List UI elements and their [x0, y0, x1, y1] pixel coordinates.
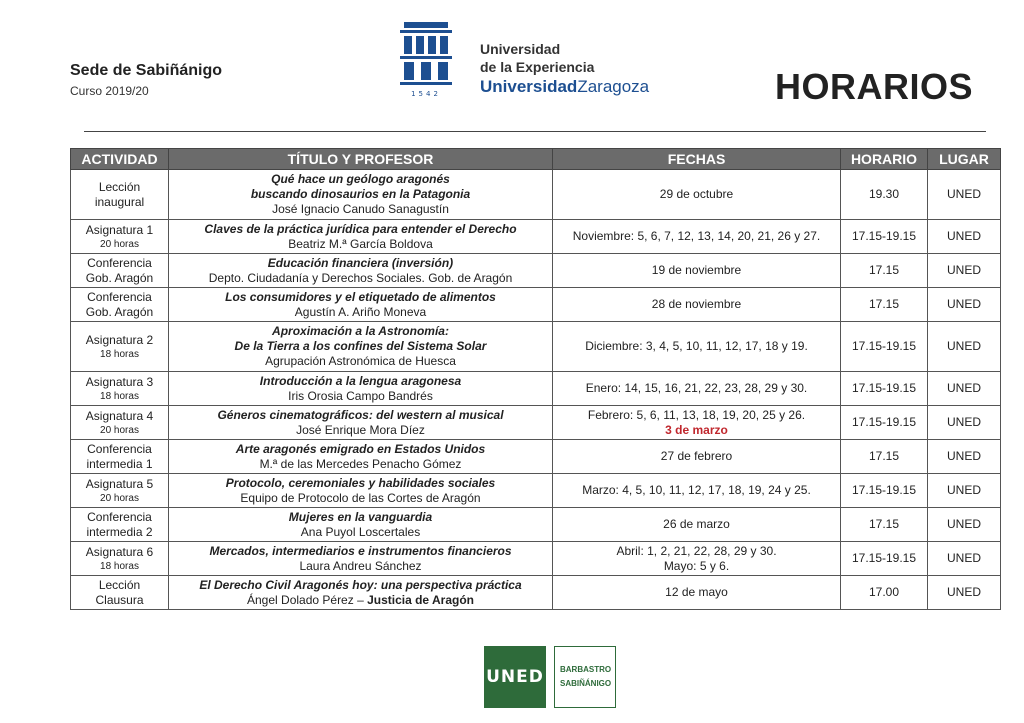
page-title: HORARIOS	[775, 66, 974, 107]
professor	[172, 525, 549, 540]
table-row	[71, 508, 1001, 542]
cell-fechas	[553, 440, 841, 474]
cell-actividad	[71, 508, 169, 542]
univ-brand	[480, 76, 649, 98]
cell-titulo-profesor	[169, 254, 553, 288]
course-title: Los consumidores y el etiquetado de alimentos	[225, 289, 496, 304]
fecha-text: 29 de octubre	[659, 187, 734, 201]
professor	[172, 593, 549, 608]
fecha-text: Noviembre: 5, 6, 7, 12, 13, 14, 20, 21, 26 y 27.	[572, 229, 821, 243]
professor-name: Agustín A. Ariño Moneva	[294, 304, 427, 319]
univ-line-1: Universidad	[480, 41, 561, 57]
actividad-hours: 20 horas	[100, 238, 139, 250]
cell-actividad	[71, 220, 169, 254]
professor-name: M.ª de las Mercedes Penacho Gómez	[259, 456, 462, 471]
actividad-label: Conferencia Gob. Aragón	[85, 289, 154, 319]
cell-fechas	[553, 474, 841, 508]
cell-fechas	[553, 372, 841, 406]
cell-fechas	[553, 254, 841, 288]
professor	[172, 202, 549, 217]
cell-actividad	[71, 170, 169, 220]
cell-horario: 17.15	[841, 508, 928, 542]
cell-fechas	[553, 322, 841, 372]
table-row	[71, 372, 1001, 406]
sede-block	[70, 62, 222, 98]
course-title: buscando dinosaurios en la Patagonia	[250, 187, 471, 201]
course-title: Protocolo, ceremoniales y habilidades sociales	[225, 475, 496, 490]
fecha-text: Abril: 1, 2, 21, 22, 28, 29 y 30.	[616, 543, 777, 558]
cell-fechas	[553, 288, 841, 322]
cell-fechas	[553, 406, 841, 440]
col-header-actividad: ACTIVIDAD	[71, 149, 169, 170]
actividad-label: Conferencia intermedia 2	[86, 509, 153, 539]
col-header-fechas: FECHAS	[553, 149, 841, 170]
cell-lugar: UNED	[928, 474, 1001, 508]
professor-name: Ángel Dolado Pérez –	[247, 592, 368, 607]
actividad-label: Conferencia intermedia 1	[86, 441, 153, 471]
university-logo-text	[480, 40, 649, 98]
cell-titulo-profesor	[169, 220, 553, 254]
cell-lugar: UNED	[928, 322, 1001, 372]
professor	[172, 559, 549, 574]
cell-horario: 17.15-19.15	[841, 372, 928, 406]
cell-titulo-profesor	[169, 576, 553, 610]
cell-actividad	[71, 288, 169, 322]
cell-horario: 17.15-19.15	[841, 474, 928, 508]
cell-actividad	[71, 322, 169, 372]
professor	[172, 423, 549, 438]
cell-titulo-profesor	[169, 508, 553, 542]
sede-logo-line-2: SABIÑÁNIGO	[560, 679, 612, 688]
professor-name: Agrupación Astronómica de Huesca	[265, 354, 456, 368]
university-crest-icon	[394, 20, 458, 100]
cell-lugar: UNED	[928, 254, 1001, 288]
professor-name: Laura Andreu Sánchez	[299, 558, 422, 573]
cell-fechas	[553, 508, 841, 542]
course-title: Claves de la práctica jurídica para entender el Derecho	[204, 221, 517, 236]
course-title: Educación financiera (inversión)	[267, 255, 454, 270]
professor-name: Iris Orosia Campo Bandrés	[288, 388, 433, 403]
cell-horario: 17.15	[841, 288, 928, 322]
cell-horario: 17.15-19.15	[841, 220, 928, 254]
univ-brand-bold: Universidad	[480, 77, 578, 96]
univ-line-2: de la Experiencia	[480, 59, 595, 75]
fecha-text: Febrero: 5, 6, 11, 13, 18, 19, 20, 25 y 26.	[587, 407, 806, 422]
course-title: Géneros cinematográficos: del western al musical	[217, 407, 504, 422]
cell-fechas	[553, 170, 841, 220]
course-title: Qué hace un geólogo aragonés	[271, 172, 450, 186]
cell-lugar: UNED	[928, 542, 1001, 576]
course-year: Curso 2019/20	[70, 84, 149, 98]
table-header-row	[71, 149, 1001, 170]
cell-lugar: UNED	[928, 508, 1001, 542]
course-title: Arte aragonés emigrado en Estados Unidos	[235, 441, 486, 456]
cell-titulo-profesor	[169, 406, 553, 440]
actividad-label: Asignatura 5	[85, 476, 154, 491]
cell-lugar: UNED	[928, 220, 1001, 254]
course-title: El Derecho Civil Aragonés hoy: una perspectiva práctica	[199, 577, 522, 592]
col-header-lugar: LUGAR	[928, 149, 1001, 170]
professor	[172, 271, 549, 286]
cell-actividad	[71, 474, 169, 508]
cell-fechas	[553, 220, 841, 254]
fecha-text: 27 de febrero	[660, 449, 733, 463]
sede-logo	[554, 646, 616, 708]
table-row	[71, 576, 1001, 610]
sede-logo-line-1: BARBASTRO	[560, 665, 612, 674]
actividad-label: Asignatura 2	[85, 332, 154, 347]
course-title: Mujeres en la vanguardia	[288, 509, 433, 524]
divider	[84, 131, 986, 132]
actividad-label: Asignatura 1	[85, 222, 154, 237]
fecha-text: 19 de noviembre	[651, 263, 742, 277]
professor	[172, 354, 549, 369]
table-row	[71, 406, 1001, 440]
professor	[172, 491, 549, 506]
cell-lugar: UNED	[928, 170, 1001, 220]
cell-lugar: UNED	[928, 440, 1001, 474]
cell-horario: 17.15-19.15	[841, 542, 928, 576]
professor	[172, 237, 549, 252]
professor-role: Justicia de Aragón	[367, 592, 474, 607]
cell-horario: 17.00	[841, 576, 928, 610]
cell-horario: 17.15	[841, 254, 928, 288]
cell-actividad	[71, 576, 169, 610]
fecha-highlight: 3 de marzo	[665, 422, 728, 437]
actividad-label: Lección inaugural	[94, 179, 145, 209]
professor	[172, 457, 549, 472]
cell-horario: 19.30	[841, 170, 928, 220]
actividad-hours: 18 horas	[100, 348, 139, 360]
table-row	[71, 322, 1001, 372]
cell-actividad	[71, 406, 169, 440]
cell-titulo-profesor	[169, 474, 553, 508]
fecha-text: 12 de mayo	[665, 585, 728, 599]
actividad-label: Conferencia Gob. Aragón	[85, 255, 154, 285]
professor	[172, 305, 549, 320]
cell-horario: 17.15	[841, 440, 928, 474]
professor-name: Beatriz M.ª García Boldova	[288, 236, 433, 251]
col-header-horario: HORARIO	[841, 149, 928, 170]
actividad-label: Asignatura 4	[85, 408, 154, 423]
table-row	[71, 474, 1001, 508]
fecha-text: Mayo: 5 y 6.	[663, 558, 730, 573]
cell-titulo-profesor	[169, 542, 553, 576]
course-title: De la Tierra a los confines del Sistema Solar	[234, 339, 487, 353]
actividad-hours: 20 horas	[100, 492, 139, 504]
cell-fechas	[553, 576, 841, 610]
table-row	[71, 220, 1001, 254]
schedule-table	[70, 148, 1001, 610]
actividad-hours: 18 horas	[100, 560, 139, 572]
cell-titulo-profesor	[169, 288, 553, 322]
cell-titulo-profesor	[169, 372, 553, 406]
professor-name: José Ignacio Canudo Sanagustín	[272, 202, 449, 216]
course-title: Mercados, intermediarios e instrumentos financieros	[209, 543, 512, 558]
cell-lugar: UNED	[928, 576, 1001, 610]
professor-name: José Enrique Mora Díez	[296, 422, 425, 437]
cell-lugar: UNED	[928, 288, 1001, 322]
actividad-hours: 20 horas	[100, 424, 139, 436]
professor-name: Depto. Ciudadanía y Derechos Sociales. Gob. de Aragón	[208, 270, 513, 285]
cell-lugar: UNED	[928, 372, 1001, 406]
uned-logo: UNED	[484, 646, 546, 708]
col-header-titulo: TÍTULO Y PROFESOR	[169, 149, 553, 170]
course-title: Introducción a la lengua aragonesa	[259, 373, 462, 388]
cell-actividad	[71, 440, 169, 474]
course-title: Aproximación a la Astronomía:	[272, 324, 449, 338]
fecha-text: Marzo: 4, 5, 10, 11, 12, 17, 18, 19, 24 y 25.	[582, 483, 811, 497]
table-row	[71, 170, 1001, 220]
fecha-text: Enero: 14, 15, 16, 21, 22, 23, 28, 29 y 30.	[585, 381, 808, 395]
actividad-label: Asignatura 6	[85, 544, 154, 559]
crest-year: 1542	[411, 90, 441, 98]
cell-actividad	[71, 542, 169, 576]
fecha-text: Diciembre: 3, 4, 5, 10, 11, 12, 17, 18 y 19.	[585, 339, 808, 353]
actividad-hours: 18 horas	[100, 390, 139, 402]
cell-titulo-profesor	[169, 170, 553, 220]
fecha-text: 26 de marzo	[663, 517, 730, 531]
cell-actividad	[71, 372, 169, 406]
fecha-text: 28 de noviembre	[651, 297, 742, 311]
cell-horario: 17.15-19.15	[841, 406, 928, 440]
actividad-label: Asignatura 3	[85, 374, 154, 389]
cell-lugar: UNED	[928, 406, 1001, 440]
professor-name: Ana Puyol Loscertales	[300, 524, 421, 539]
table-row	[71, 440, 1001, 474]
table-row	[71, 254, 1001, 288]
cell-horario: 17.15-19.15	[841, 322, 928, 372]
professor	[172, 389, 549, 404]
cell-actividad	[71, 254, 169, 288]
sede-title: Sede de Sabiñánigo	[70, 62, 223, 79]
cell-titulo-profesor	[169, 440, 553, 474]
table-row	[71, 288, 1001, 322]
univ-brand-rest: Zaragoza	[577, 77, 650, 96]
cell-fechas	[553, 542, 841, 576]
actividad-label: Lección Clausura	[95, 577, 144, 607]
table-row	[71, 542, 1001, 576]
professor-name: Equipo de Protocolo de las Cortes de Aragón	[240, 490, 481, 505]
cell-titulo-profesor	[169, 322, 553, 372]
